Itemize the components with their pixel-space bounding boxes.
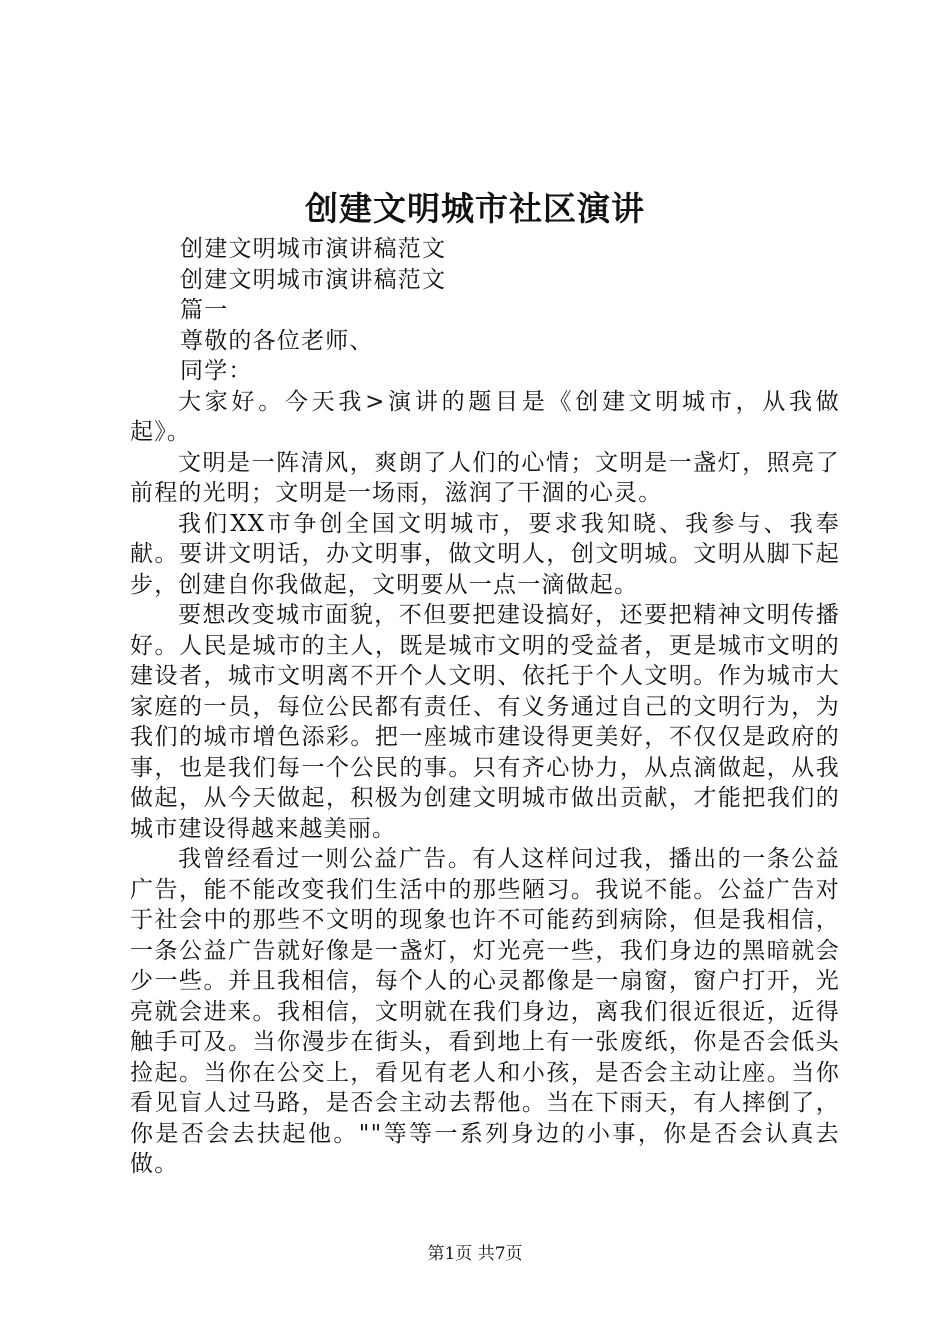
salutation-line: 同学： [180,358,253,384]
paragraph: 大家好。今天我>演讲的题目是《创建文明城市，从我做起》。 [130,388,840,445]
paragraph: 我们XX市争创全国文明城市，要求我知晓、我参与、我奉献。要讲文明话，办文明事，做文明人，创文明城。文明从脚下起步，创建自你我做起，文明要从一点一滴做起。 [130,510,840,598]
subtitle-line: 创建文明城市演讲稿范文 [180,236,447,262]
document-title: 创建文明城市社区演讲 [305,189,645,228]
page-footer: 第1页 共7页 [427,1244,523,1264]
paragraph: 我曾经看过一则公益广告。有人这样问过我，播出的一条公益广告，能不能改变我们生活中的那些陋习。我说不能。公益广告对于社会中的那些不文明的现象也许不可能药到病除，但是我相信，一条公益广告就好像是一盏灯，灯光亮一些，我们身边的黑暗就会少一些。并且我相信，每个人的心灵都像是一扇窗，窗户打开，光亮就会进来。我相信，文明就在我们身边，离我们很近很近，近得触手可及。当你漫步在街头，看到地上有一张废纸，你是否会低头捡起。当你在公交上，看见有老人和小孩，是否会主动让座。当你看见盲人过马路，是否会主动去帮他。当在下雨天，有人摔倒了，你是否会去扶起他。""等等一系列身边的小事，你是否会认真去做。 [130,846,840,1177]
salutation-line: 尊敬的各位老师、 [180,327,374,354]
document-body [130,234,840,1180]
paragraph: 文明是一阵清风，爽朗了人们的心情；文明是一盏灯，照亮了前程的光明；文明是一场雨，滋润了干涸的心灵。 [130,449,840,506]
paragraph: 要想改变城市面貌，不但要把建设搞好，还要把精神文明传播好。人民是城市的主人，既是城市文明的受益者，更是城市文明的建设者，城市文明离不开个人文明、依托于个人文明。作为城市大家庭的一员，每位公民都有责任、有义务通过自己的文明行为，为我们的城市增色添彩。把一座城市建设得更美好，不仅仅是政府的事，也是我们每一个公民的事。只有齐心协力，从点滴做起，从我做起，从今天做起，积极为创建文明城市做出贡献，才能把我们的城市建设得越来越美丽。 [130,602,840,842]
section-label: 篇一 [180,297,229,323]
subtitle-line: 创建文明城市演讲稿范文 [180,266,447,293]
